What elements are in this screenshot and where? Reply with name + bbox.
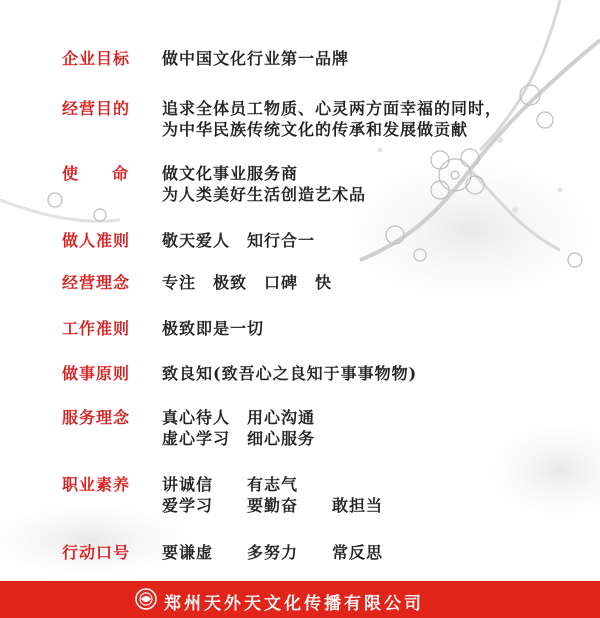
section-text: 敬天爱人 知行合一: [162, 231, 316, 250]
section-text: 要谦虚 多努力 常反思: [162, 543, 384, 562]
section-label: 行动口号: [62, 543, 131, 562]
section-label: 职业素养: [62, 475, 131, 494]
footer-bar: [0, 581, 600, 618]
section-text: 真心待人 用心沟通: [162, 408, 316, 427]
section-label: 经营理念: [62, 273, 131, 292]
company-logo-icon: [135, 588, 157, 610]
section-text: 爱学习 要勤奋 敢担当: [162, 496, 384, 515]
section-label: 企业目标: [62, 49, 131, 68]
section-label: 做人准则: [62, 231, 131, 250]
section-text: 为中华民族传统文化的传承和发展做贡献: [162, 120, 469, 139]
section-text: 做中国文化行业第一品牌: [162, 49, 350, 68]
section-label: 经营目的: [62, 99, 131, 118]
section-label: 使命: [62, 164, 163, 183]
company-name: 郑州天外天文化传播有限公司: [164, 594, 424, 614]
section-text: 专注 极致 口碑 快: [162, 273, 333, 292]
section-text: 虚心学习 细心服务: [162, 429, 316, 448]
section-text: 讲诚信 有志气: [162, 475, 299, 494]
section-label: 做事原则: [62, 364, 131, 383]
section-label: 服务理念: [62, 408, 131, 427]
section-text: 致良知(致吾心之良知于事事物物): [162, 364, 418, 383]
section-text: 为人类美好生活创造艺术品: [162, 185, 367, 204]
section-text: 做文化事业服务商: [162, 164, 299, 183]
section-text: 极致即是一切: [162, 319, 265, 338]
section-label: 工作准则: [62, 319, 131, 338]
section-text: 追求全体员工物质、心灵两方面幸福的同时，: [162, 99, 503, 118]
